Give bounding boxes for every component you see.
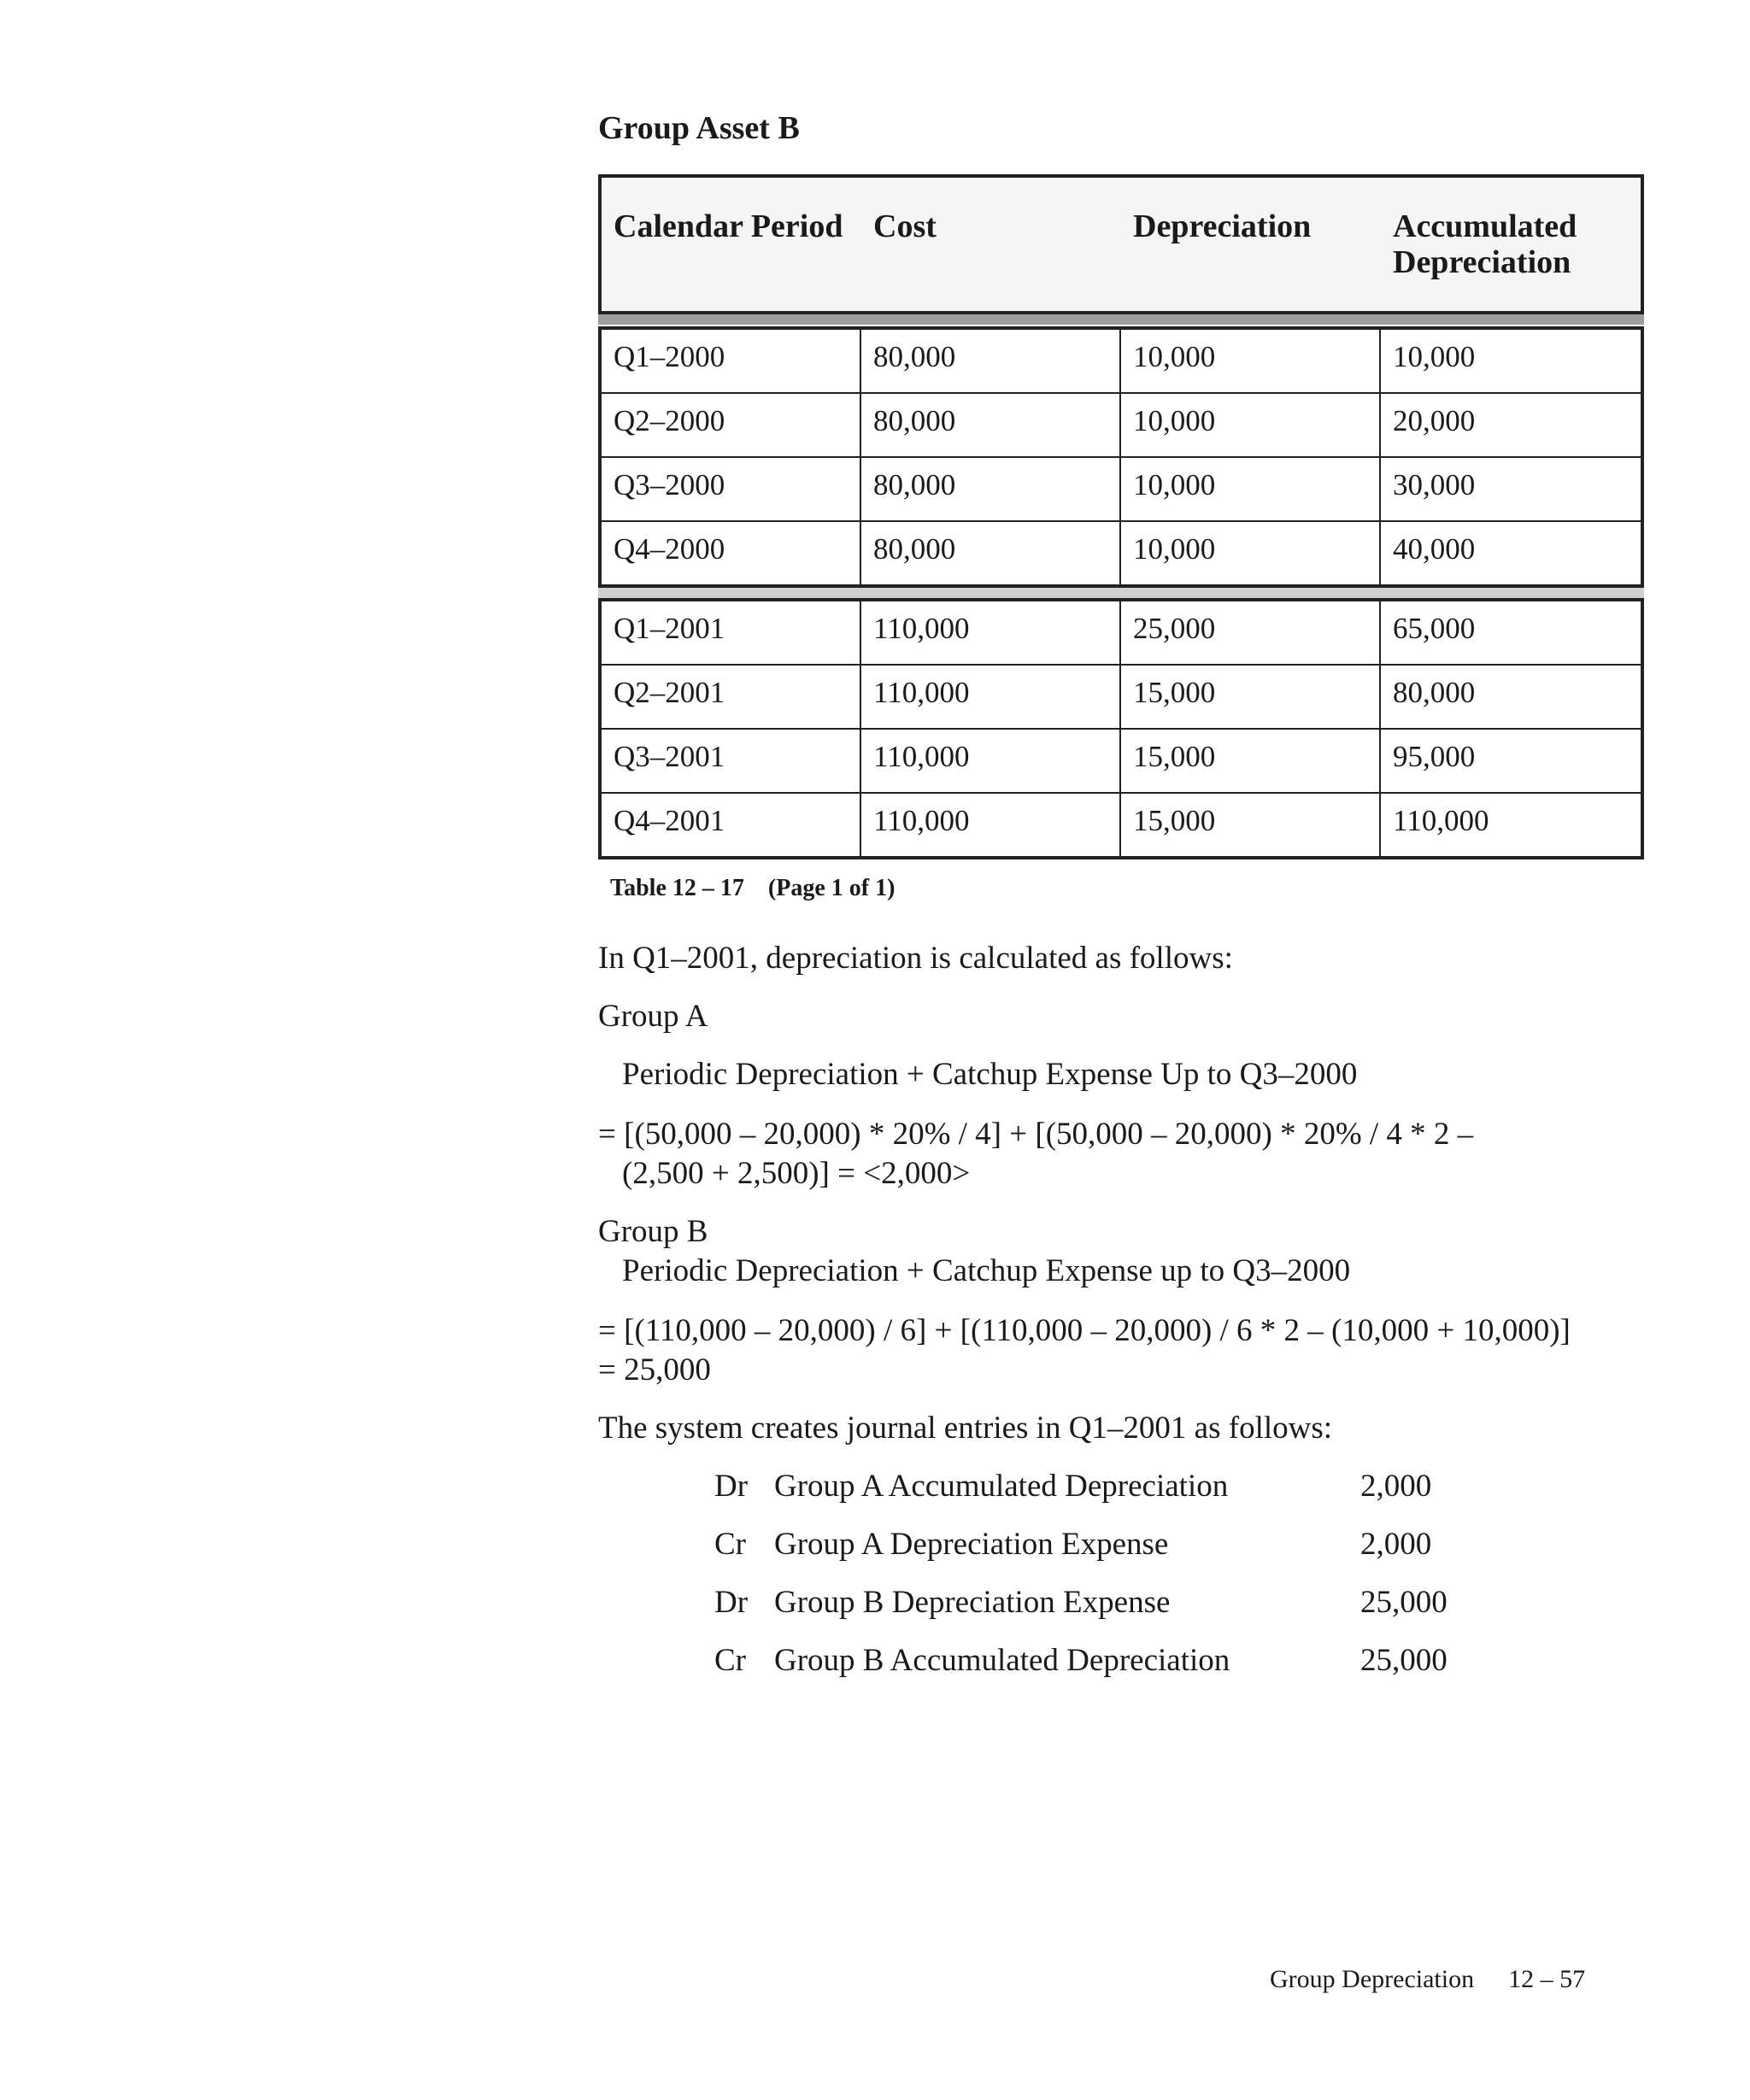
group-b-label: Group B — [598, 1214, 708, 1249]
table-cell: Q4–2001 — [602, 794, 861, 856]
journal-side: Dr — [714, 1469, 749, 1504]
group-a-formula-line-1: = [(50,000 – 20,000) * 20% / 4] + [(50,000 – 20,000) * 20% / 4 * 2 – — [598, 1117, 1474, 1152]
table-row — [602, 794, 1641, 856]
table-group-2001 — [598, 598, 1644, 859]
table-page-note: (Page 1 of 1) — [767, 875, 896, 901]
journal-account: Group A Accumulated Depreciation — [774, 1469, 1229, 1504]
table-cell: 95,000 — [1393, 740, 1476, 773]
table-row — [602, 458, 1641, 522]
table-cell: 10,000 — [1121, 394, 1381, 456]
table-group-2000 — [598, 326, 1644, 588]
table-caption — [610, 875, 895, 902]
table-cell: 15,000 — [1121, 794, 1381, 856]
journal-amount: 25,000 — [1360, 1643, 1448, 1678]
table-number: Table 12 – 17 — [610, 875, 744, 901]
header-accumulated-depreciation: Accumulated Depreciation — [1393, 208, 1577, 280]
section-heading: Group Asset B — [598, 110, 800, 146]
table-cell: Q2–2000 — [602, 394, 861, 456]
group-b-description: Periodic Depreciation + Catchup Expense up to Q3–2000 — [622, 1253, 1351, 1288]
table-cell: 65,000 — [1393, 612, 1476, 645]
group-separator — [598, 588, 1644, 598]
intro-paragraph: In Q1–2001, depreciation is calculated as follows: — [598, 941, 1233, 976]
table-cell: 80,000 — [861, 394, 1121, 456]
journal-entry — [714, 1468, 1431, 1505]
header-depreciation: Depreciation — [1133, 208, 1312, 244]
table-cell: 110,000 — [861, 666, 1121, 728]
group-b-formula-line-1: = [(110,000 – 20,000) / 6] + [(110,000 – 20,000) / 6 * 2 – (10,000 + 10,000)] — [598, 1313, 1571, 1348]
table-header — [598, 174, 1644, 314]
page-footer — [1270, 1965, 1585, 1994]
table-cell: 10,000 — [1393, 340, 1476, 373]
table-cell: 80,000 — [861, 330, 1121, 392]
journal-entry — [714, 1642, 1448, 1679]
table-cell: 20,000 — [1393, 404, 1476, 437]
group-a-label: Group A — [598, 999, 708, 1034]
table-row — [602, 330, 1641, 394]
table-row — [602, 394, 1641, 458]
header-cost: Cost — [873, 208, 937, 244]
table-cell: Q3–2001 — [602, 730, 861, 792]
footer-section-title: Group Depreciation — [1270, 1965, 1475, 1993]
table-cell: Q2–2001 — [602, 666, 861, 728]
table-cell: 15,000 — [1121, 730, 1381, 792]
journal-account: Group B Depreciation Expense — [774, 1585, 1171, 1620]
table-cell: 40,000 — [1393, 532, 1476, 566]
journal-amount: 2,000 — [1360, 1469, 1432, 1504]
table-row — [602, 601, 1641, 666]
table-cell: 10,000 — [1121, 522, 1381, 584]
table-cell: 110,000 — [861, 730, 1121, 792]
table-cell: Q1–2001 — [602, 601, 861, 664]
table-cell: 110,000 — [861, 794, 1121, 856]
table-cell: 110,000 — [861, 601, 1121, 664]
group-b-formula-line-2: = 25,000 — [598, 1352, 711, 1387]
group-a-description: Periodic Depreciation + Catchup Expense Up to Q3–2000 — [622, 1057, 1358, 1092]
journal-account: Group B Accumulated Depreciation — [774, 1643, 1230, 1678]
journal-side: Cr — [714, 1527, 746, 1562]
table-cell: 15,000 — [1121, 666, 1381, 728]
journal-entry — [714, 1526, 1431, 1563]
journal-side: Dr — [714, 1585, 749, 1620]
table-cell: Q1–2000 — [602, 330, 861, 392]
journal-amount: 25,000 — [1360, 1585, 1448, 1620]
header-shading — [598, 314, 1644, 325]
table-cell: 80,000 — [861, 522, 1121, 584]
table-cell: Q3–2000 — [602, 458, 861, 520]
table-cell: 30,000 — [1393, 468, 1476, 502]
header-calendar-period: Calendar Period — [614, 208, 843, 244]
depreciation-table — [598, 174, 1644, 859]
journal-side: Cr — [714, 1643, 746, 1678]
journal-account: Group A Depreciation Expense — [774, 1527, 1169, 1562]
table-cell: 25,000 — [1121, 601, 1381, 664]
table-cell: Q4–2000 — [602, 522, 861, 584]
table-row — [602, 666, 1641, 730]
table-row — [602, 730, 1641, 794]
table-row — [602, 522, 1641, 584]
journal-intro: The system creates journal entries in Q1–2001 as follows: — [598, 1411, 1333, 1446]
table-cell: 80,000 — [1393, 676, 1476, 709]
table-cell: 10,000 — [1121, 330, 1381, 392]
table-cell: 110,000 — [1393, 804, 1489, 837]
journal-amount: 2,000 — [1360, 1527, 1432, 1562]
page-number: 12 – 57 — [1508, 1965, 1586, 1993]
table-cell: 10,000 — [1121, 458, 1381, 520]
journal-entry — [714, 1584, 1448, 1621]
table-cell: 80,000 — [861, 458, 1121, 520]
group-a-formula-line-2: (2,500 + 2,500)] = <2,000> — [622, 1156, 971, 1191]
